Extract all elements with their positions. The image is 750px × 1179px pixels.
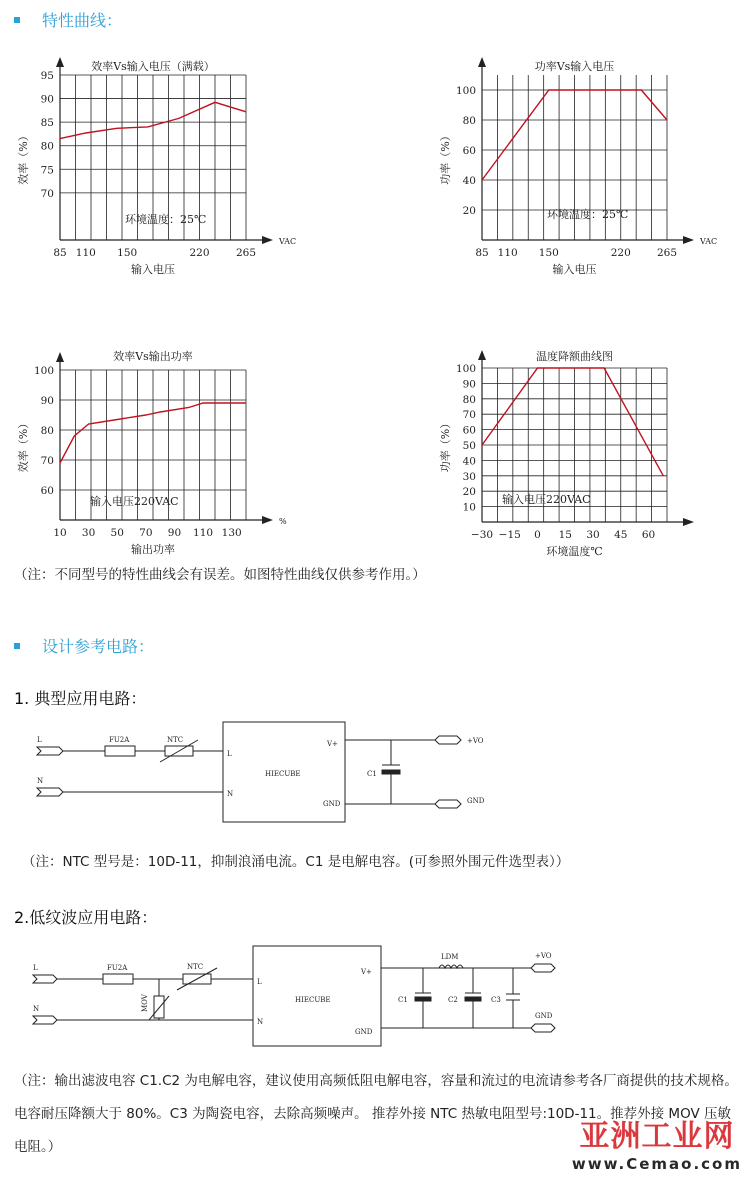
y-tick-label: 60 xyxy=(462,424,476,437)
x-tick-label: 85 xyxy=(475,247,489,259)
x-tick-label: 265 xyxy=(235,247,257,259)
c2-pin-gnd: GND xyxy=(355,1028,373,1036)
lowripple-circuit-note: （注：输出滤波电容 C1.C2 为电解电容，建议使用高频低阻电解电容，容量和流过的电流请参考各厂商提供的技术规格。电容耐压降额大于 80%。C3 为陶瓷电容，去除高频噪声。 推荐外接 NTC 热敏电阻型号:10D-11。推荐外接 MOV 压敏电阻。） xyxy=(14,1073,738,1155)
c1-pin-n: N xyxy=(227,790,234,798)
x-tick-label: 150 xyxy=(117,247,138,259)
y-tick-label: 95 xyxy=(40,70,54,82)
c1-cap-icon xyxy=(382,770,400,774)
x-tick-label: 10 xyxy=(53,527,67,539)
y-tick-label: 100 xyxy=(455,363,476,375)
x-tick-label: 220 xyxy=(189,247,210,259)
section-title-design xyxy=(14,634,154,657)
l-terminal-icon xyxy=(37,747,63,755)
bullet-square-icon xyxy=(14,17,20,23)
c2-label-c3: C3 xyxy=(491,996,501,1004)
y-tick-label: 90 xyxy=(40,395,54,407)
c1-cap-icon xyxy=(415,997,431,1001)
x-tick-label: 45 xyxy=(614,529,628,541)
y-tick-label: 85 xyxy=(40,117,54,130)
y-tick-label: 80 xyxy=(40,425,54,437)
chart-title: 功率Vs输入电压 xyxy=(534,60,615,73)
y-tick-label: 20 xyxy=(462,205,476,217)
c2-label-vo: +VO xyxy=(535,952,552,960)
y-tick-label: 70 xyxy=(40,455,54,467)
c2-pin-l: L xyxy=(257,978,262,986)
x-tick-label: 85 xyxy=(53,247,67,259)
c2-label-ntc: NTC xyxy=(187,963,204,971)
y-tick-label: 75 xyxy=(40,164,54,177)
x-tick-label: 90 xyxy=(167,527,182,539)
y-tick-label: 60 xyxy=(462,145,476,157)
c1-label-fuse: FU2A xyxy=(109,736,130,744)
x-tick-label: 220 xyxy=(610,247,631,259)
y-axis-arrow-icon xyxy=(478,350,486,360)
bullet-square-icon xyxy=(14,643,20,649)
n-terminal-icon xyxy=(37,788,63,796)
c1-label-cap: C1 xyxy=(367,770,377,778)
y-tick-label: 10 xyxy=(462,501,476,514)
y-tick-label: 80 xyxy=(40,140,54,153)
fuse-icon xyxy=(103,974,133,984)
y-tick-label: 80 xyxy=(462,115,476,127)
y-axis-arrow-icon xyxy=(478,57,486,67)
x-unit-label: % xyxy=(279,517,287,526)
watermark-logo xyxy=(572,1111,742,1173)
x-tick-label: 70 xyxy=(139,527,153,539)
y-axis-label: 效率（%） xyxy=(17,417,30,473)
y-tick-label: 90 xyxy=(462,378,476,391)
c1-label-n: N xyxy=(37,777,44,785)
c2-label-c2: C2 xyxy=(448,996,458,1004)
y-axis-arrow-icon xyxy=(56,57,64,67)
watermark-brand: 亚洲工业网 xyxy=(579,1119,735,1154)
x-tick-label: 30 xyxy=(586,529,600,541)
section-title-curves xyxy=(14,8,122,31)
x-tick-label: 30 xyxy=(81,527,96,539)
curves-title-text: 特性曲线： xyxy=(42,11,123,30)
x-axis-arrow-icon xyxy=(683,236,694,244)
lowripple-circuit-title: 2.低纹波应用电路： xyxy=(14,908,158,927)
y-tick-label: 90 xyxy=(40,93,54,106)
typical-circuit-note: （注：NTC 型号是：10D-11，抑制浪涌电流。C1 是电解电容。(可参照外围元件选型表）） xyxy=(22,854,570,870)
x-axis-label: 输入电压 xyxy=(131,263,175,276)
y-tick-label: 60 xyxy=(40,485,54,497)
l-terminal-icon xyxy=(33,975,57,983)
y-axis-label: 功率（%） xyxy=(439,130,452,185)
y-tick-label: 80 xyxy=(462,393,476,406)
x-tick-label: 110 xyxy=(193,527,214,539)
c1-pin-l: L xyxy=(227,750,232,758)
low-ripple-circuit-diagram xyxy=(25,938,585,1053)
chart-efficiency-vs-output-power xyxy=(0,340,345,565)
x-tick-label: 15 xyxy=(558,529,572,541)
c1-module-name: HIECUBE xyxy=(265,770,301,778)
y-axis-arrow-icon xyxy=(56,352,64,362)
chart-power-vs-input-voltage xyxy=(425,50,750,285)
x-tick-label: 110 xyxy=(497,247,518,259)
x-axis-label: 输入电压 xyxy=(552,263,597,276)
typical-circuit-title: 1. 典型应用电路： xyxy=(14,689,147,708)
c2-label-fuse: FU2A xyxy=(107,964,128,972)
c1-pin-vplus: V+ xyxy=(327,740,338,748)
chart-annotation: 环境温度：25℃ xyxy=(125,213,207,226)
x-tick-label: −15 xyxy=(498,529,521,541)
x-tick-label: 60 xyxy=(641,529,656,541)
x-tick-label: 110 xyxy=(75,247,96,259)
y-tick-label: 20 xyxy=(462,486,476,499)
curves-note: （注：不同型号的特性曲线会有误差。如图特性曲线仅供参考作用。） xyxy=(14,567,426,583)
chart-temperature-derating xyxy=(425,340,750,565)
x-tick-label: −30 xyxy=(470,529,494,541)
chart-annotation: 环境温度：25℃ xyxy=(547,208,629,221)
c2-cap-icon xyxy=(465,997,481,1001)
x-axis-label: 环境温度℃ xyxy=(546,545,603,558)
x-axis-arrow-icon xyxy=(262,236,273,244)
x-tick-label: 130 xyxy=(221,527,242,539)
x-unit-label: VAC xyxy=(279,237,297,246)
y-tick-label: 30 xyxy=(462,470,476,483)
x-axis-arrow-icon xyxy=(262,516,273,524)
watermark-site: www.Cemao.com xyxy=(571,1155,742,1173)
mov-icon xyxy=(154,996,164,1018)
typical-circuit-diagram xyxy=(25,718,495,828)
fuse-icon xyxy=(105,746,135,756)
c2-module-name: HIECUBE xyxy=(295,996,331,1004)
x-axis-label: 输出功率 xyxy=(131,543,175,556)
x-tick-label: 50 xyxy=(110,527,124,539)
x-tick-label: 150 xyxy=(538,247,559,259)
c2-pin-n: N xyxy=(257,1018,264,1026)
y-axis-label: 效率（%） xyxy=(17,130,30,185)
y-tick-label: 50 xyxy=(462,440,476,452)
design-title-text: 设计参考电路： xyxy=(42,637,155,656)
c1-label-vo: +VO xyxy=(467,737,484,745)
c2-label-gnd: GND xyxy=(535,1012,553,1020)
chart-title: 效率Vs输入电压（满载） xyxy=(91,60,215,73)
y-tick-label: 70 xyxy=(40,187,54,200)
x-tick-label: 265 xyxy=(656,247,678,259)
x-tick-label: 0 xyxy=(534,529,541,541)
y-tick-label: 100 xyxy=(455,85,476,97)
n-terminal-icon xyxy=(33,1016,57,1024)
y-tick-label: 40 xyxy=(462,455,476,468)
c2-label-ldm: LDM xyxy=(441,953,459,961)
y-tick-label: 100 xyxy=(33,365,54,377)
chart-efficiency-vs-input-voltage xyxy=(0,50,345,285)
chart-title: 效率Vs输出功率 xyxy=(113,350,193,363)
c2-label-n: N xyxy=(33,1005,40,1013)
y-axis-label: 功率（%） xyxy=(439,417,452,473)
x-axis-arrow-icon xyxy=(683,518,694,526)
y-tick-label: 40 xyxy=(462,175,476,187)
c2-label-c1: C1 xyxy=(398,996,408,1004)
chart-annotation: 输入电压220VAC xyxy=(90,495,179,508)
c1-label-l: L xyxy=(37,736,42,744)
c1-label-ntc: NTC xyxy=(167,736,184,744)
c1-pin-gnd: GND xyxy=(323,800,341,808)
c2-label-mov: MOV xyxy=(141,994,149,1012)
chart-title: 温度降额曲线图 xyxy=(536,350,613,363)
x-unit-label: VAC xyxy=(700,237,718,246)
c2-pin-vplus: V+ xyxy=(361,968,372,976)
chart-annotation: 输入电压220VAC xyxy=(502,493,591,506)
c1-label-gnd: GND xyxy=(467,797,485,805)
c2-label-l: L xyxy=(33,964,38,972)
y-tick-label: 70 xyxy=(462,409,476,422)
